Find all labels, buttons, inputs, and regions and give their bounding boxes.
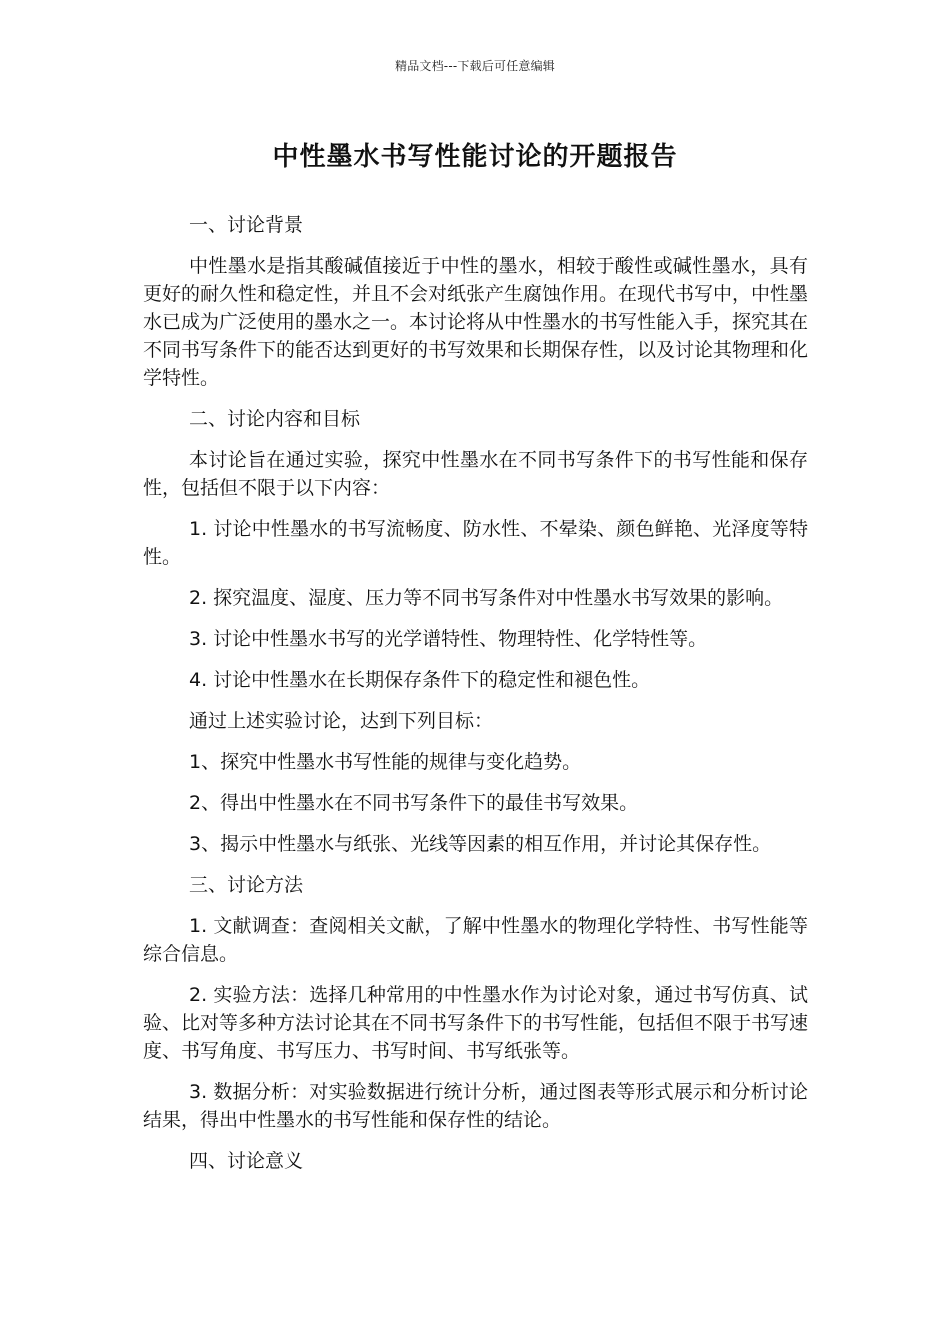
list-item-goal-2: 2、得出中性墨水在不同书写条件下的最佳书写效果。 [189,792,639,814]
paragraph-goals-intro: 通过上述实验讨论，达到下列目标： [189,710,494,732]
list-item-method-2: 2. 实验方法：选择几种常用的中性墨水作为讨论对象，通过书写仿真、试验、比对等多种方法讨论其在不同书写条件下的书写性能，包括但不限于书写速度、书写角度、书写压力、书写时间、书写纸张等。 [143,984,809,1062]
list-item-content-3: 3. 讨论中性墨水书写的光学谱特性、物理特性、化学特性等。 [189,628,708,650]
section-heading-background: 一、讨论背景 [189,214,304,236]
list-item-method-3: 3. 数据分析：对实验数据进行统计分析，通过图表等形式展示和分析讨论结果，得出中性墨水的书写性能和保存性的结论。 [143,1081,808,1131]
document-title: 中性墨水书写性能讨论的开题报告 [272,142,678,172]
section-heading-methods: 三、讨论方法 [189,874,304,896]
section-heading-significance: 四、讨论意义 [189,1150,304,1172]
section-heading-content-goals: 二、讨论内容和目标 [189,408,361,430]
list-item-goal-3: 3、揭示中性墨水与纸张、光线等因素的相互作用，并讨论其保存性。 [189,833,772,855]
list-item-method-1: 1. 文献调查：查阅相关文献，了解中性墨水的物理化学特性、书写性能等综合信息。 [143,915,808,965]
list-item-content-1: 1. 讨论中性墨水的书写流畅度、防水性、不晕染、颜色鲜艳、光泽度等特性。 [143,518,808,568]
list-item-content-2: 2. 探究温度、湿度、压力等不同书写条件对中性墨水书写效果的影响。 [189,587,784,609]
list-item-content-4: 4. 讨论中性墨水在长期保存条件下的稳定性和褪色性。 [189,669,651,691]
paragraph-background: 中性墨水是指其酸碱值接近于中性的墨水，相较于酸性或碱性墨水，具有更好的耐久性和稳定性，并且不会对纸张产生腐蚀作用。在现代书写中，中性墨水已成为广泛使用的墨水之一。本讨论将从中性墨水的书写性能入手，探究其在不同书写条件下的能否达到更好的书写效果和长期保存性，以及讨论其物理和化学特性。 [143,255,809,389]
list-item-goal-1: 1、探究中性墨水书写性能的规律与变化趋势。 [189,751,582,773]
paragraph-content-intro: 本讨论旨在通过实验，探究中性墨水在不同书写条件下的书写性能和保存性，包括但不限于以下内容： [143,449,808,499]
document-body [143,211,808,1188]
header-note: 精品文档---下载后可任意编辑 [395,59,555,73]
